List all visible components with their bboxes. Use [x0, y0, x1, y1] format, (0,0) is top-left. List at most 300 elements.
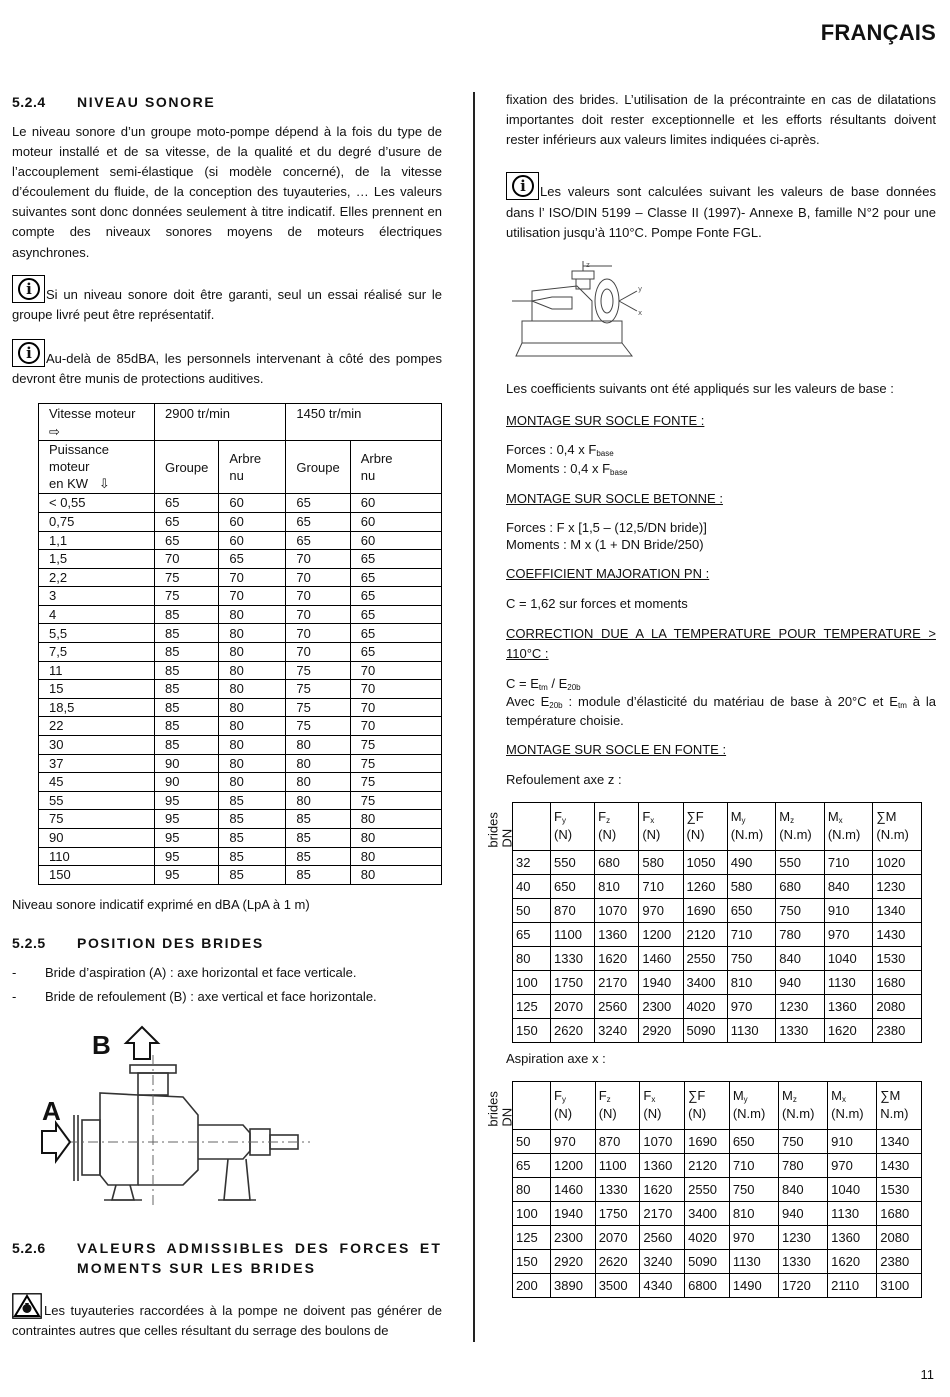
table-cell: 870 — [595, 1130, 640, 1154]
subheading-fonte-2: MONTAGE SUR SOCLE EN FONTE : — [506, 741, 727, 757]
table-row — [39, 531, 442, 550]
table-cell: 85 — [219, 866, 286, 885]
table-cell: 550 — [551, 850, 595, 874]
table-row — [513, 1226, 922, 1250]
note-text: Les valeurs sont calculées suivant les valeurs de base données dans l’ ISO/DIN 5199 – Classe II (1997)- Annexe B, famille N°2 pour une utilisation jusqu’à 110°C. Pompe Fonte FGL. — [506, 184, 936, 240]
svg-text:z: z — [586, 260, 590, 269]
subheading-fonte: MONTAGE SUR SOCLE FONTE : — [506, 412, 705, 428]
table-cell: 85 — [155, 680, 219, 699]
table-cell: 75 — [350, 736, 441, 755]
table-cell: 95 — [155, 866, 219, 885]
heading-text: POSITION DES BRIDES — [77, 934, 264, 951]
table-cell: 4 — [39, 605, 155, 624]
table-cell: 3 — [39, 587, 155, 606]
table-cell: 85 — [286, 829, 350, 848]
table-cell: 85 — [219, 791, 286, 810]
table-cell: 1680 — [877, 1202, 922, 1226]
table-cell: 150 — [513, 1018, 551, 1042]
list-item: - Bride d’aspiration (A) : axe horizontal et face verticale. — [12, 964, 357, 980]
table-cell: 75 — [155, 568, 219, 587]
table-cell: 75 — [286, 698, 350, 717]
table-cell: 11 — [39, 661, 155, 680]
table-cell: 80 — [350, 866, 441, 885]
table-header-row — [39, 404, 442, 441]
table-cell: 1330 — [551, 946, 595, 970]
table-cell: 3240 — [595, 1018, 639, 1042]
table-cell: 2170 — [640, 1202, 685, 1226]
subheading-pn: COEFFICIENT MAJORATION PN : — [506, 565, 710, 581]
table-cell: 80 — [219, 661, 286, 680]
label-b: B — [92, 1029, 111, 1060]
table-cell: 2920 — [639, 1018, 683, 1042]
table-cell: 60 — [219, 494, 286, 513]
table-cell: 85 — [155, 624, 219, 643]
note-text: Au-delà de 85dBA, les personnels intervenant à côté des pompes devront être munis de protections auditives. — [12, 350, 442, 387]
header-cell: $M_x$ (N.m) — [824, 802, 873, 850]
heading-524 — [12, 92, 442, 114]
table-cell: 1070 — [595, 898, 639, 922]
table-cell: 80 — [286, 773, 350, 792]
table-cell: 85 — [219, 810, 286, 829]
table-cell: 970 — [727, 994, 776, 1018]
table-cell: 1230 — [776, 994, 825, 1018]
table-cell: 710 — [639, 874, 683, 898]
table-cell: 1,5 — [39, 550, 155, 569]
table-cell: 1620 — [595, 946, 639, 970]
heading-number: 5.2.4 — [12, 94, 46, 110]
table-cell: 2560 — [640, 1226, 685, 1250]
table-cell: 490 — [727, 850, 776, 874]
table-cell: 80 — [219, 680, 286, 699]
table-cell: 970 — [828, 1154, 877, 1178]
table-cell: 1690 — [685, 1130, 730, 1154]
table-cell: 75 — [39, 810, 155, 829]
table-row — [39, 791, 442, 810]
table-cell: 2120 — [683, 922, 727, 946]
label-a: A — [42, 1095, 61, 1126]
heading-526 — [12, 1238, 442, 1279]
table-cell: 650 — [551, 874, 595, 898]
info-note-values — [506, 172, 936, 242]
table-cell: 37 — [39, 754, 155, 773]
subheading-beton: MONTAGE SUR SOCLE BETONNE : — [506, 490, 723, 506]
info-icon: i — [12, 275, 45, 303]
table-cell: 60 — [219, 512, 286, 531]
table-cell: 870 — [551, 898, 595, 922]
table-row — [513, 970, 922, 994]
table-cell: 1130 — [828, 1202, 877, 1226]
table-cell: 910 — [828, 1130, 877, 1154]
beton-values: Forces : F x [1,5 – (12,5/DN bride)] Moments : M x (1 + DN Bride/250) — [506, 519, 707, 553]
continuation-paragraph: fixation des brides. L’utilisation de la précontrainte en cas de dilatations importantes doit rester exceptionnelle et les efforts résultants doivent rester inférieurs aux valeurs limites indiquées ci-après. — [506, 92, 936, 148]
table-row — [513, 922, 922, 946]
table-cell: 90 — [39, 829, 155, 848]
table-cell: 750 — [727, 946, 776, 970]
table-cell: 32 — [513, 850, 551, 874]
table-cell: 1460 — [639, 946, 683, 970]
header-cell: $M_z$ (N.m) — [778, 1082, 827, 1130]
table-cell: 80 — [219, 698, 286, 717]
table-cell: 1460 — [551, 1178, 596, 1202]
heading-text: NIVEAU SONORE — [77, 94, 216, 110]
table-cell: 2110 — [828, 1274, 877, 1298]
table-cell: 810 — [729, 1202, 778, 1226]
table-cell: 60 — [219, 531, 286, 550]
table-cell: 580 — [727, 874, 776, 898]
table-cell: 15 — [39, 680, 155, 699]
header-speed: Vitesse moteur ⇨ — [39, 404, 155, 441]
table-row — [513, 874, 922, 898]
table-cell: 80 — [286, 791, 350, 810]
table-row — [39, 847, 442, 866]
table-cell: 1020 — [873, 850, 922, 874]
table-cell: 680 — [595, 850, 639, 874]
table-cell: 1200 — [551, 1154, 596, 1178]
coefficients-intro: Les coefficients suivants ont été appliqués sur les valeurs de base : — [506, 380, 894, 396]
table-cell: 940 — [776, 970, 825, 994]
table-cell: 65 — [350, 624, 441, 643]
table-cell: 1430 — [873, 922, 922, 946]
table-row — [39, 866, 442, 885]
table-cell: 50 — [513, 1130, 551, 1154]
table-cell: 2070 — [595, 1226, 640, 1250]
table-cell: 1330 — [595, 1178, 640, 1202]
table-cell: 85 — [155, 661, 219, 680]
table-cell: 1530 — [873, 946, 922, 970]
table-row — [513, 1250, 922, 1274]
table-cell: 750 — [729, 1178, 778, 1202]
warning-note — [12, 1293, 442, 1341]
table-cell: 6800 — [685, 1274, 730, 1298]
table-cell: 910 — [824, 898, 873, 922]
fonte-values: Forces : 0,4 x $F_{base}$ Moments : 0,4 x $F_{base}$ — [506, 442, 628, 477]
header-cell: ∑M (N.m) — [873, 802, 922, 850]
table-cell: 1260 — [683, 874, 727, 898]
table-row — [39, 810, 442, 829]
header-cell: ∑M N.m) — [877, 1082, 922, 1130]
temperature-formula: $C = E_{tm} / E_{20b}$ Avec $E_{20b}$ : module d’élasticité du matériau de base à 20°C et $E_{tm}$ à la température choisie. — [506, 675, 937, 729]
table-cell: 710 — [729, 1154, 778, 1178]
table-cell: 95 — [155, 791, 219, 810]
pump-flange-drawing — [38, 1025, 338, 1210]
table-cell: 85 — [155, 736, 219, 755]
table-cell: 750 — [778, 1130, 827, 1154]
table-cell: 65 — [513, 922, 551, 946]
table-cell: 1940 — [551, 1202, 596, 1226]
table-cell: 970 — [551, 1130, 596, 1154]
table-cell: 75 — [350, 754, 441, 773]
table-cell: 85 — [219, 847, 286, 866]
header-1450: 1450 tr/min — [286, 404, 442, 441]
table-row — [39, 568, 442, 587]
table-cell: 2070 — [551, 994, 595, 1018]
table-cell: 65 — [155, 512, 219, 531]
table-cell: 85 — [155, 717, 219, 736]
table-cell: 45 — [39, 773, 155, 792]
table-cell: 940 — [778, 1202, 827, 1226]
table-row — [39, 605, 442, 624]
table-cell: 1680 — [873, 970, 922, 994]
table-cell: 2080 — [877, 1226, 922, 1250]
table-cell: 70 — [286, 605, 350, 624]
table-row — [39, 587, 442, 606]
table-cell: 65 — [350, 587, 441, 606]
table-cell: 1430 — [877, 1154, 922, 1178]
table-cell: 70 — [286, 550, 350, 569]
table-cell: 1130 — [727, 1018, 776, 1042]
table-cell: 80 — [513, 946, 551, 970]
table-cell: 80 — [350, 810, 441, 829]
header-cell: $M_z$ (N.m) — [776, 802, 825, 850]
table-row — [513, 898, 922, 922]
header-arbre-nu: Arbre nu — [350, 441, 441, 494]
table-cell: 125 — [513, 994, 551, 1018]
table-header-row — [39, 441, 442, 494]
table-row — [513, 1018, 922, 1042]
table-cell: 2620 — [551, 1018, 595, 1042]
aspiration-label: Aspiration axe x : — [506, 1050, 606, 1066]
table-cell: 95 — [155, 847, 219, 866]
table-cell: 65 — [286, 512, 350, 531]
table-cell: 1620 — [828, 1250, 877, 1274]
table-cell: 2300 — [639, 994, 683, 1018]
table-cell: 95 — [155, 810, 219, 829]
table-cell: 1070 — [640, 1130, 685, 1154]
table-cell: 80 — [350, 847, 441, 866]
header-cell: $F_x$ (N) — [639, 802, 683, 850]
table-cell: 2550 — [685, 1178, 730, 1202]
table-row — [39, 624, 442, 643]
table-cell: 1100 — [595, 1154, 640, 1178]
subheading-temperature: CORRECTION DUE A LA TEMPERATURE POUR TEMPERATURE > 110°C : — [506, 626, 936, 662]
table-cell: 1050 — [683, 850, 727, 874]
table-cell: 70 — [350, 680, 441, 699]
table-cell: 650 — [727, 898, 776, 922]
table-cell: 80 — [219, 717, 286, 736]
header-power: Puissance moteur en KW ⇩ — [39, 441, 155, 494]
refoulement-label: Refoulement axe z : — [506, 771, 622, 787]
table-cell: 1330 — [776, 1018, 825, 1042]
table-cell: 65 — [286, 531, 350, 550]
table-caption: Niveau sonore indicatif exprimé en dBA (LpA à 1 m) — [12, 896, 310, 912]
header-cell: $F_z$ (N) — [595, 1082, 640, 1130]
table-cell: 1720 — [778, 1274, 827, 1298]
heading-525 — [12, 933, 442, 955]
header-cell: $M_y$ (N.m) — [727, 802, 776, 850]
table-cell: 150 — [513, 1250, 551, 1274]
table-cell: 65 — [350, 643, 441, 662]
table-cell: 1620 — [824, 1018, 873, 1042]
table-cell: 1230 — [778, 1226, 827, 1250]
table-cell: 2300 — [551, 1226, 596, 1250]
noise-paragraph: Le niveau sonore d’un groupe moto-pompe dépend à la fois du type de moteur installé et de sa vitesse, de la qualité et du degré d’usure de l’accouplement semi-élastique (si modèle concerné), de la vitesse d’écoulement du fluide, de la conception des tuyauteries, … Les valeurs suivantes sont donc données seulement à titre indicatif. Elles prennent en compte des niveaux sonores moyens de moteurs électriques asynchrones. — [12, 123, 442, 260]
table-cell: 1130 — [729, 1250, 778, 1274]
table-cell: 650 — [729, 1130, 778, 1154]
table-cell: 680 — [776, 874, 825, 898]
table-cell: 970 — [639, 898, 683, 922]
table-cell: 1340 — [873, 898, 922, 922]
header-dn-brides: brides DN — [513, 802, 551, 850]
table-cell: 90 — [155, 773, 219, 792]
table-cell: 75 — [350, 791, 441, 810]
table-cell: 840 — [824, 874, 873, 898]
table-cell: 70 — [286, 624, 350, 643]
table-cell: 2380 — [873, 1018, 922, 1042]
table-cell: 70 — [286, 568, 350, 587]
table-cell: 70 — [286, 643, 350, 662]
table-cell: 70 — [219, 587, 286, 606]
table-header-row — [513, 802, 922, 850]
header-cell: ∑F (N) — [683, 802, 727, 850]
table-cell: 65 — [286, 494, 350, 513]
table-cell: 1940 — [639, 970, 683, 994]
table-cell: 85 — [219, 829, 286, 848]
table-row — [39, 550, 442, 569]
header-cell: $F_y$ (N) — [551, 802, 595, 850]
table-cell: 1340 — [877, 1130, 922, 1154]
table-cell: 1130 — [824, 970, 873, 994]
table-row — [39, 829, 442, 848]
header-groupe: Groupe — [155, 441, 219, 494]
table-cell: 1360 — [640, 1154, 685, 1178]
discharge-arrow — [126, 1027, 158, 1059]
table-cell: 80 — [513, 1178, 551, 1202]
table-cell: 780 — [776, 922, 825, 946]
table-row — [39, 754, 442, 773]
table-cell: 70 — [155, 550, 219, 569]
table-cell: 840 — [778, 1178, 827, 1202]
table-row — [39, 698, 442, 717]
table-cell: 200 — [513, 1274, 551, 1298]
header-arbre-nu: Arbre nu — [219, 441, 286, 494]
table-cell: 2560 — [595, 994, 639, 1018]
warning-text: Les tuyauteries raccordées à la pompe ne doivent pas générer de contraintes autres que celles résultant du serrage des boulons de — [12, 1302, 442, 1338]
table-cell: 580 — [639, 850, 683, 874]
heading-number: 5.2.6 — [12, 1239, 46, 1256]
table-cell: 85 — [286, 847, 350, 866]
table-cell: 65 — [350, 550, 441, 569]
table-cell: 80 — [219, 624, 286, 643]
table-cell: 80 — [219, 773, 286, 792]
table-cell: 4340 — [640, 1274, 685, 1298]
table-row — [513, 994, 922, 1018]
table-cell: 1530 — [877, 1178, 922, 1202]
table-cell: 3240 — [640, 1250, 685, 1274]
table-cell: 5090 — [685, 1250, 730, 1274]
table-cell: 2620 — [595, 1250, 640, 1274]
table-cell: 1230 — [873, 874, 922, 898]
table-cell: 750 — [776, 898, 825, 922]
table-row — [513, 946, 922, 970]
table-cell: 85 — [286, 866, 350, 885]
table-cell: 100 — [513, 1202, 551, 1226]
table-cell: 80 — [286, 736, 350, 755]
table-cell: 70 — [286, 587, 350, 606]
table-cell: 2120 — [685, 1154, 730, 1178]
table-cell: 65 — [350, 568, 441, 587]
table-row — [39, 643, 442, 662]
table-cell: 3500 — [595, 1274, 640, 1298]
info-note-guarantee — [12, 275, 442, 325]
table-cell: 3400 — [685, 1202, 730, 1226]
table-cell: 85 — [155, 605, 219, 624]
header-cell: $F_x$ (N) — [640, 1082, 685, 1130]
table-cell: 75 — [286, 717, 350, 736]
table-cell: 810 — [595, 874, 639, 898]
table-cell: 80 — [286, 754, 350, 773]
warning-icon — [12, 1293, 42, 1319]
table-cell: 50 — [513, 898, 551, 922]
table-cell: 4020 — [683, 994, 727, 1018]
table-cell: < 0,55 — [39, 494, 155, 513]
table-row — [39, 717, 442, 736]
table-row — [513, 850, 922, 874]
table-cell: 85 — [286, 810, 350, 829]
refoulement-table — [485, 802, 922, 1043]
pump-axes-drawing — [512, 261, 652, 361]
table-cell: 18,5 — [39, 698, 155, 717]
table-cell: 810 — [727, 970, 776, 994]
table-cell: 40 — [513, 874, 551, 898]
table-cell: 70 — [219, 568, 286, 587]
table-row — [513, 1154, 922, 1178]
table-row — [513, 1202, 922, 1226]
header-cell: ∑F (N) — [685, 1082, 730, 1130]
table-cell: 125 — [513, 1226, 551, 1250]
table-cell: 75 — [155, 587, 219, 606]
table-header-row — [513, 1082, 922, 1130]
table-cell: 150 — [39, 866, 155, 885]
table-row — [513, 1178, 922, 1202]
table-cell: 55 — [39, 791, 155, 810]
flange-position-figure — [38, 1025, 338, 1210]
table-cell: 80 — [219, 605, 286, 624]
table-cell: 550 — [776, 850, 825, 874]
page-header-title: FRANÇAIS — [820, 20, 936, 45]
info-note-protection — [12, 339, 442, 389]
table-cell: 1200 — [639, 922, 683, 946]
table-cell: 90 — [155, 754, 219, 773]
table-cell: 2080 — [873, 994, 922, 1018]
table-cell: 1100 — [551, 922, 595, 946]
table-cell: 1750 — [595, 1202, 640, 1226]
table-cell: 1690 — [683, 898, 727, 922]
table-cell: 780 — [778, 1154, 827, 1178]
table-cell: 1360 — [824, 994, 873, 1018]
table-cell: 80 — [350, 829, 441, 848]
heading-text: VALEURS ADMISSIBLES DES FORCES ET MOMENTS SUR LES BRIDES — [77, 1239, 442, 1277]
table-cell: 710 — [727, 922, 776, 946]
left-column — [12, 92, 442, 1355]
table-cell: 75 — [286, 680, 350, 699]
table-cell: 0,75 — [39, 512, 155, 531]
table-cell: 85 — [155, 698, 219, 717]
pn-value: C = 1,62 sur forces et moments — [506, 596, 688, 612]
table-cell: 75 — [350, 773, 441, 792]
table-cell: 80 — [219, 736, 286, 755]
header-cell: $F_z$ (N) — [595, 802, 639, 850]
table-cell: 3890 — [551, 1274, 596, 1298]
table-cell: 60 — [350, 494, 441, 513]
table-cell: 1620 — [640, 1178, 685, 1202]
table-row — [39, 680, 442, 699]
header-cell: $F_y$ (N) — [551, 1082, 596, 1130]
table-cell: 70 — [350, 717, 441, 736]
table-cell: 970 — [824, 922, 873, 946]
table-cell: 1040 — [824, 946, 873, 970]
table-cell: 60 — [350, 531, 441, 550]
table-cell: 70 — [350, 698, 441, 717]
